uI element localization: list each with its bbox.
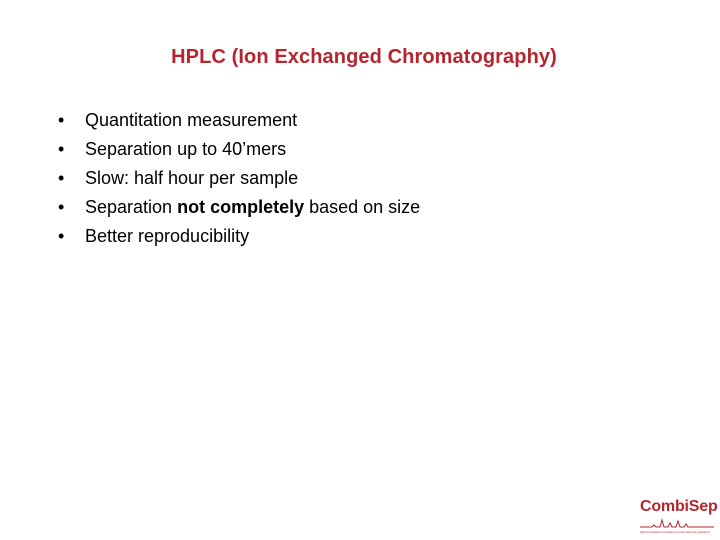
bullet-icon: • [58, 168, 65, 188]
bullet-text: Quantitation measurement [85, 110, 298, 130]
bullet-icon: • [58, 139, 65, 159]
bullet-icon: • [58, 226, 65, 246]
bullet-text: Separation not completely based on size [85, 197, 421, 217]
bullet-icon: • [58, 110, 65, 130]
bullet-text: Slow: half hour per sample [85, 168, 299, 188]
bullet-icon: • [58, 197, 65, 217]
bullet-text: Separation up to 40’mers [85, 139, 287, 159]
chromatogram-wave-icon [638, 518, 716, 530]
logo-wordmark: CombiSep [640, 498, 718, 515]
combisep-logo [638, 498, 718, 538]
slide-title: HPLC (Ion Exchanged Chromatography) [171, 46, 557, 68]
logo-tagline: high throughput innovation for life sciences research [640, 530, 710, 534]
bullet-text: Better reproducibility [85, 226, 250, 246]
